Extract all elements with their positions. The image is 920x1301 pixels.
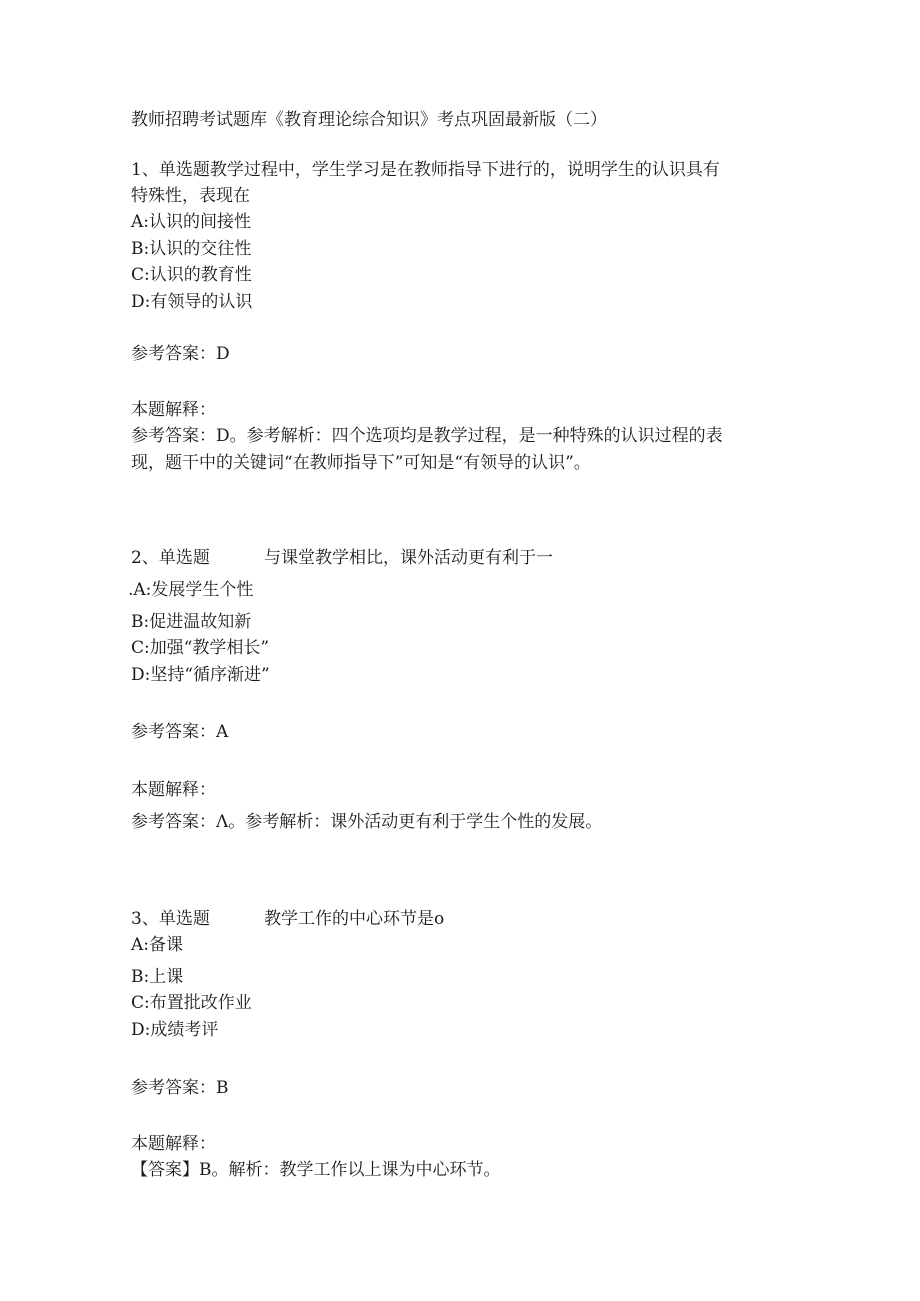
- option-c: C:加强“教学相长”: [131, 638, 270, 658]
- question-number: 2、单选题: [131, 548, 210, 568]
- option-a: A:备课: [131, 935, 184, 955]
- option-c: C:认识的教育性: [131, 265, 252, 285]
- question-stem: [131, 545, 553, 571]
- question-stem: [131, 906, 444, 932]
- question-stem: 特殊性，表现在: [131, 186, 250, 206]
- option-d: D:成绩考评: [131, 1020, 219, 1040]
- answer: 参考答案：A: [131, 722, 229, 742]
- option-a: A:认识的间接性: [131, 212, 252, 232]
- explanation-text: 参考答案：D。参考解析：四个选项均是教学过程，是一种特殊的认识过程的表: [131, 426, 723, 446]
- explanation-text: 现，题干中的关键词“在教师指导下”可知是“有领导的认识”。: [131, 453, 591, 473]
- explanation-label: 本题解释：: [131, 1134, 216, 1154]
- option-a: .A:发展学生个性: [128, 580, 254, 600]
- explanation-text: 参考答案：Λ。参考解析：课外活动更有利于学生个性的发展。: [131, 812, 603, 832]
- document-title: 教师招聘考试题库《教育理论综合知识》考点巩固最新版（二）: [131, 110, 607, 130]
- explanation-label: 本题解释：: [131, 400, 216, 420]
- option-d: D:有领导的认识: [131, 292, 253, 312]
- option-b: B:促进温故知新: [131, 612, 252, 632]
- answer: 参考答案：B: [131, 1078, 229, 1098]
- explanation-label: 本题解释：: [131, 780, 216, 800]
- answer: 参考答案：D: [131, 344, 230, 364]
- question-text: 与课堂教学相比，课外活动更有利于一: [264, 548, 553, 568]
- option-c: C:布置批改作业: [131, 993, 252, 1013]
- option-b: B:认识的交往性: [131, 239, 252, 259]
- option-b: B:上课: [131, 967, 184, 987]
- option-d: D:坚持“循序渐进”: [131, 665, 270, 685]
- question-number: 3、单选题: [131, 909, 210, 929]
- question-text: 教学工作的中心环节是o: [264, 909, 445, 929]
- explanation-text: 【答案】B。解析：教学工作以上课为中心环节。: [131, 1160, 501, 1180]
- question-stem: 1、单选题教学过程中，学生学习是在教师指导下进行的，说明学生的认识具有: [131, 160, 720, 180]
